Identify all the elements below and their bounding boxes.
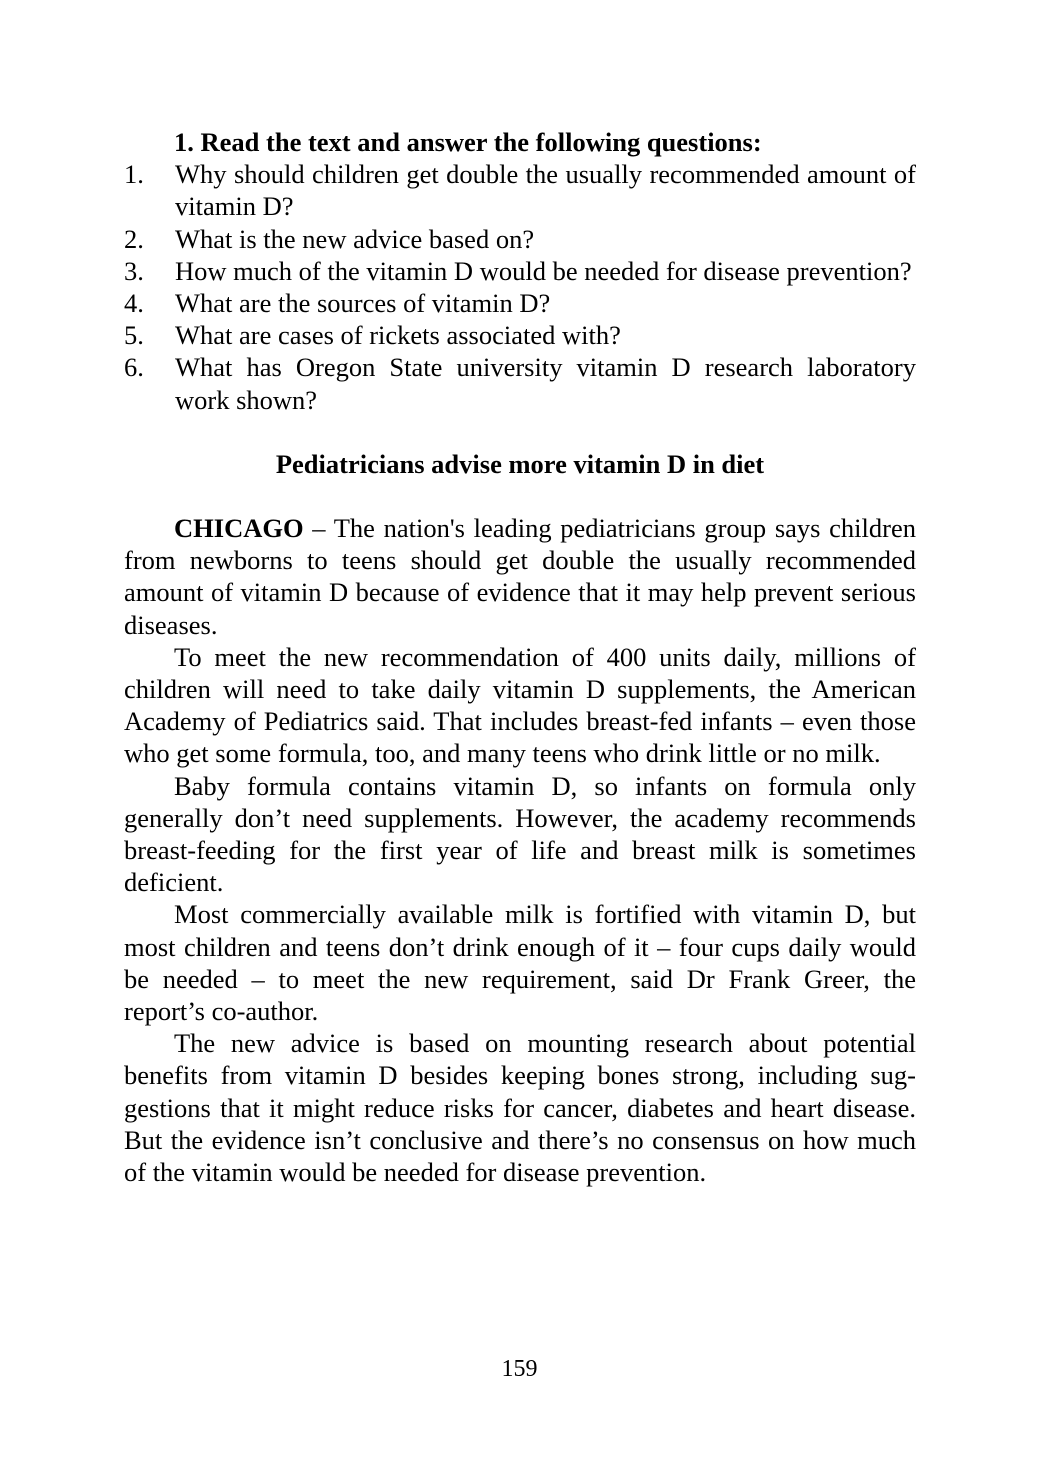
task-heading: 1. Read the text and answer the following questions:	[174, 127, 762, 157]
article-title: Pediatricians advise more vitamin D in diet	[275, 448, 765, 479]
question-text: Why should children get double the usually recommended amount of vitamin D?	[175, 159, 916, 222]
page-content	[124, 126, 916, 1188]
question-number: 2.	[124, 223, 144, 254]
question-item	[124, 255, 916, 287]
question-text: What has Oregon State university vitamin D research laboratory work shown?	[175, 352, 916, 415]
question-list	[124, 158, 916, 416]
question-number: 3.	[124, 255, 144, 286]
question-item	[124, 351, 916, 415]
question-text: What are the sources of vitamin D?	[175, 288, 551, 319]
question-text: What are cases of rickets associated with?	[175, 320, 621, 351]
question-item	[124, 158, 916, 222]
question-number: 4.	[124, 288, 144, 319]
article-paragraph: Baby formula contains vitamin D, so infants on formula only generally don’t need supplements. However, the academy recommends breast-feeding for the first year of life and breast milk is sometimes deficient.	[124, 770, 916, 898]
question-text: How much of the vitamin D would be needed for disease prevention?	[175, 255, 912, 286]
question-item	[124, 223, 916, 255]
question-number: 1.	[124, 159, 144, 190]
question-number: 6.	[124, 352, 144, 383]
article-paragraph: To meet the new recommendation of 400 units daily, millions of children will need to take daily vitamin D supplements, the American Academy of Pediatrics said. That includes breast-fed infants – even those who get some formula, too, and many teens who drink little or no milk.	[124, 641, 916, 769]
question-number: 5.	[124, 320, 144, 351]
article-paragraph	[124, 512, 916, 641]
paragraph-text: – The nation's leading pediatricians group says children from newborns to teens should get double the usually recommended amount of vitamin D because of evidence that it may help prevent serious diseases.	[124, 513, 916, 640]
dateline: CHICAGO	[174, 513, 304, 544]
question-item	[124, 287, 916, 319]
article-paragraph: The new advice is based on mounting research about potential benefits from vitamin D besides keeping bones strong, including suggestions that it might reduce risks for cancer, diabetes and heart disease. But the evidence isn’t conclusive and there’s no consensus on how much of the vitamin would be needed for disease prevention.	[124, 1028, 916, 1188]
article-paragraph: Most commercially available milk is fortified with vitamin D, but most children and teens don’t drink enough of it – four cups daily would be needed – to meet the new requirement, said Dr Frank Greer, the report’s co-author.	[124, 899, 916, 1027]
article-body	[124, 512, 916, 1188]
question-text: What is the new advice based on?	[175, 223, 535, 254]
question-item	[124, 319, 916, 351]
page-number: 159	[501, 1356, 538, 1382]
